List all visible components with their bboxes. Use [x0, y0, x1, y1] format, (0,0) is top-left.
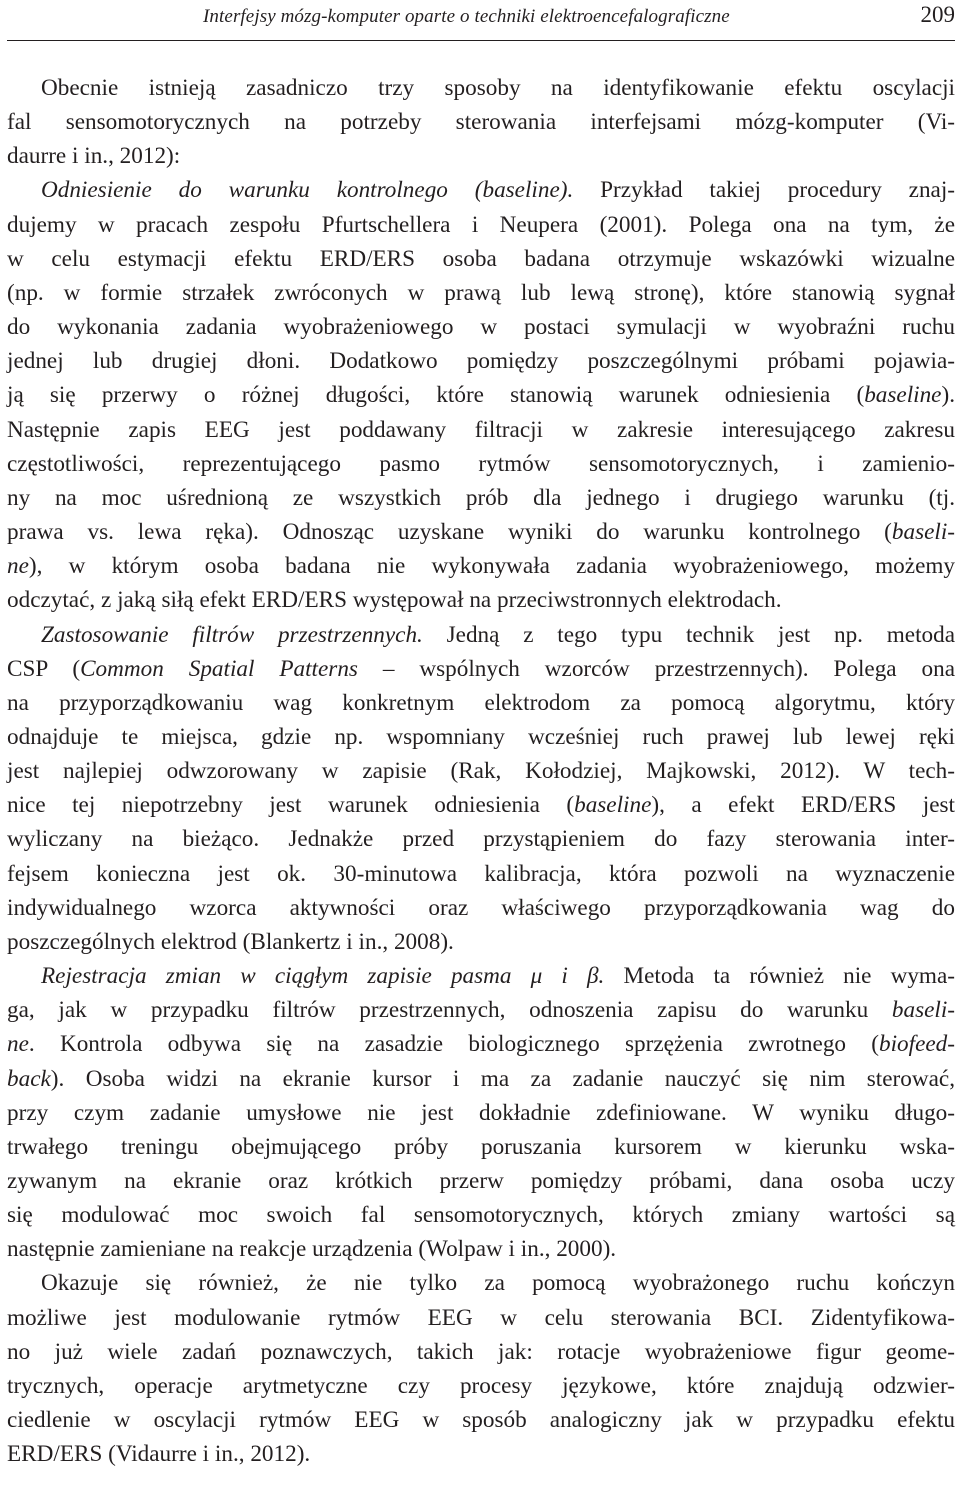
text-line	[7, 413, 955, 447]
italic-run: baseline	[574, 792, 652, 819]
text-line	[7, 173, 955, 207]
text-run: następnie zamieniane na reakcje urządzenia (Wolpaw i in., 2000).	[7, 1236, 617, 1263]
text-run: Obecnie istnieją zasadniczo trzy sposoby na identyfikowanie efektu oscylacji	[41, 75, 955, 101]
text-line	[7, 1403, 955, 1437]
text-run: nice tej niepotrzebny jest warunek odniesienia (	[7, 792, 575, 819]
text-line	[7, 1130, 955, 1164]
document-page	[7, 0, 955, 1471]
text-line	[7, 993, 955, 1027]
text-line	[7, 822, 955, 856]
italic-run: ne	[7, 553, 29, 580]
text-line	[7, 686, 955, 720]
text-line	[7, 481, 955, 515]
running-header	[7, 0, 955, 41]
text-line	[7, 1062, 955, 1096]
page-number: 209	[920, 2, 955, 27]
italic-run: ne	[7, 1031, 29, 1058]
text-line	[7, 515, 955, 549]
text-line	[7, 447, 955, 481]
text-run: Okazuje się również, że nie tylko za pomocą wyobrażonego ruchu kończyn	[41, 1270, 955, 1297]
text-run: Następnie zapis EEG jest poddawany filtracji w zakresie interesującego zakresu	[7, 416, 955, 443]
text-line	[7, 549, 955, 583]
text-run: na przyporządkowaniu wag konkretnym elektrodom za pomocą algorytmu, który	[7, 689, 955, 716]
text-line	[7, 857, 955, 891]
text-line	[7, 378, 955, 412]
text-line	[7, 1232, 955, 1266]
text-run: ), w którym osoba badana nie wykonywała zadania wyobrażeniowego, możemy	[28, 553, 955, 580]
italic-run: Rejestracja zmian w ciągłym zapisie pasma μ i β.	[41, 963, 605, 990]
text-line	[7, 208, 955, 242]
text-run: przy czym zadanie umysłowe nie jest dokładnie zdefiniowane. W wyniku długo-	[7, 1099, 955, 1126]
text-line	[7, 652, 955, 686]
text-line	[7, 1266, 955, 1300]
text-run: ), a efekt ERD/ERS jest	[651, 792, 955, 819]
text-line	[7, 891, 955, 925]
text-run: ny na moc uśrednioną ze wszystkich prób dla jednego i drugiego warunku (tj.	[7, 484, 955, 511]
text-run: w celu estymacji efektu ERD/ERS osoba badana otrzymuje wskazówki wizualne	[7, 245, 955, 272]
text-line	[7, 618, 955, 652]
text-run: odczytać, z jaką siłą efekt ERD/ERS występował na przeciwstronnych elektrodach.	[7, 587, 782, 614]
italic-run: baseli-	[891, 997, 955, 1024]
text-line	[7, 242, 955, 276]
text-run: zywanym na ekranie oraz krótkich przerw pomiędzy próbami, dana osoba uczy	[7, 1168, 955, 1194]
text-run: trwałego treningu obejmującego próby poruszania kursorem w kierunku wska-	[7, 1133, 955, 1160]
text-run: ). Osoba widzi na ekranie kursor i ma za zadanie nauczyć się nim sterować,	[50, 1065, 955, 1092]
text-run: fejsem konieczna jest ok. 30-minutowa kalibracja, która pozwoli na wyznaczenie	[7, 860, 955, 887]
text-run: indywidualnego wzorca aktywności oraz właściwego przyporządkowania wag do	[7, 894, 955, 921]
text-run: prawa vs. lewa ręka). Odnosząc uzyskane wyniki do warunku kontrolnego (	[7, 519, 892, 546]
text-run: dujemy w pracach zespołu Pfurtschellera i Neupera (2001). Polega ona na tym, że	[7, 211, 955, 238]
text-run: się modulować moc swoich fal sensomotorycznych, których zmiany wartości są	[7, 1202, 955, 1229]
text-run: . Kontrola odbywa się na zasadzie biologicznego sprzężenia zwrotnego (	[28, 1031, 880, 1058]
text-run: ).	[941, 382, 955, 409]
text-run: odnajduje te miejsca, gdzie np. wspomniany wcześniej ruch prawej lub lewej ręki	[7, 723, 955, 750]
italic-run: Odniesienie do warunku kontrolnego (baseline).	[41, 177, 574, 204]
text-line	[7, 1096, 955, 1130]
italic-run: biofeed-	[879, 1031, 955, 1058]
text-run: możliwe jest modulowanie rytmów EEG w celu sterowania BCI. Zidentyfikowa-	[7, 1304, 955, 1331]
italic-run: back	[7, 1065, 51, 1092]
text-line	[7, 71, 955, 105]
text-line	[7, 139, 955, 173]
text-run: – wspólnych wzorców przestrzennych). Polega ona	[357, 655, 956, 682]
text-run: Przykład takiej procedury znaj-	[573, 177, 955, 204]
text-run: ga, jak w przypadku filtrów przestrzennych, odnoszenia zapisu do warunku	[7, 997, 892, 1024]
text-line	[7, 1369, 955, 1403]
text-run: Jedną z tego typu technik jest np. metoda	[422, 621, 955, 648]
running-title: Interfejsy mózg-komputer oparte o techniki elektroencefalograficzne	[203, 6, 730, 27]
text-run: Metoda ta również nie wyma-	[604, 963, 955, 990]
body-text	[7, 71, 955, 1471]
text-run: (np. w formie strzałek zwróconych w prawą lub lewą stronę), które stanowią sygnał	[7, 279, 955, 306]
text-line	[7, 276, 955, 310]
text-line	[7, 1198, 955, 1232]
text-run: ERD/ERS (Vidaurre i in., 2012).	[7, 1441, 311, 1468]
italic-run: Common Spatial Patterns	[80, 655, 358, 682]
text-line	[7, 1437, 955, 1471]
text-line	[7, 788, 955, 822]
text-line	[7, 583, 955, 617]
text-run: daurre i in., 2012):	[7, 143, 181, 170]
text-run: do wykonania zadania wyobrażeniowego w postaci symulacji w wyobraźni ruchu	[7, 314, 955, 341]
text-run: no już wiele zadań poznawczych, takich jak: rotacje wyobrażeniowe figur geome-	[7, 1338, 955, 1365]
text-run: CSP (	[7, 655, 81, 682]
italic-run: Zastosowanie filtrów przestrzennych.	[41, 621, 423, 648]
text-line	[7, 1164, 955, 1198]
text-run: jednej lub drugiej dłoni. Dodatkowo pomiędzy poszczególnymi próbami pojawia-	[7, 348, 955, 375]
italic-run: baseli-	[891, 519, 955, 546]
text-run: poszczególnych elektrod (Blankertz i in., 2008).	[7, 928, 454, 955]
text-line	[7, 754, 955, 788]
text-run: jest najlepiej odwzorowany w zapisie (Rak, Kołodziej, Majkowski, 2012). W tech-	[7, 758, 955, 785]
text-line	[7, 1027, 955, 1061]
text-line	[7, 959, 955, 993]
text-run: ciedlenie w oscylacji rytmów EEG w sposób analogiczny jak w przypadku efektu	[7, 1407, 955, 1434]
text-run: fal sensomotorycznych na potrzeby sterowania interfejsami mózg-komputer (Vi-	[7, 109, 955, 136]
text-run: wyliczany na bieżąco. Jednakże przed przystąpieniem do fazy sterowania inter-	[7, 826, 955, 853]
text-run: częstotliwości, reprezentującego pasmo rytmów sensomotorycznych, i zamienio-	[7, 450, 955, 477]
text-run: ją się przerwy o różnej długości, które stanowią warunek odniesienia (	[7, 382, 865, 409]
text-line	[7, 105, 955, 139]
text-line	[7, 720, 955, 754]
text-line	[7, 1335, 955, 1369]
text-line	[7, 1301, 955, 1335]
text-line	[7, 310, 955, 344]
text-run: trycznych, operacje arytmetyczne czy procesy językowe, które znajdują odzwier-	[7, 1372, 955, 1399]
text-line	[7, 925, 955, 959]
italic-run: baseline	[864, 382, 942, 409]
text-line	[7, 344, 955, 378]
